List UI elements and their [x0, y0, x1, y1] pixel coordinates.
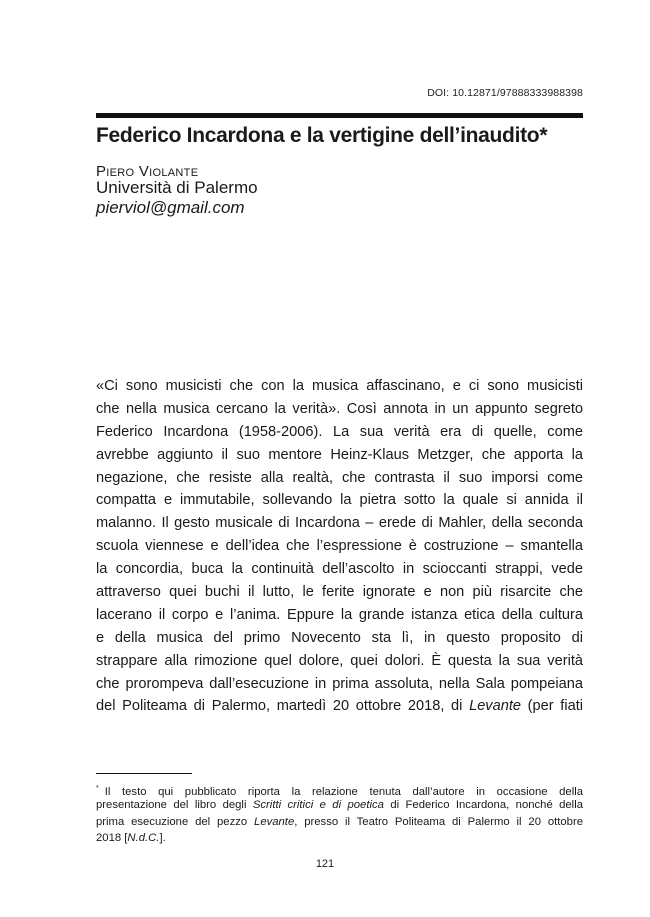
body-line: scuola viennese e dell’idea che l’espressione è costruzione – smantella — [96, 538, 583, 555]
body-line: avrebbe aggiunto il suo mentore Heinz-Klaus Metzger, che apporta la — [96, 446, 583, 463]
article-title: Federico Incardona e la vertigine dell’inaudito* — [96, 124, 548, 147]
body-line: lacerano il corpo e l’anima. Eppure la grande istanza etica della cultura — [96, 606, 583, 623]
footnote — [96, 781, 583, 847]
footnote-text-run: 2018 [ — [96, 832, 128, 845]
author-email: pierviol@gmail.com — [96, 198, 245, 217]
footnote-text-run: ]. — [159, 832, 166, 845]
body-line: e della musica del primo Novecento sta lì, in questo proposito di — [96, 629, 583, 646]
work-title-levante: Levante — [254, 815, 295, 828]
body-line: che prorompeva dall’esecuzione in prima assoluta, nella Sala pompeiana — [96, 675, 583, 692]
doi-label: DOI: 10.12871/97888333988398 — [427, 87, 583, 99]
book-title: Scritti critici e di poetica — [252, 799, 384, 812]
body-text-run: del Politeama di Palermo, martedì 20 ottobre 2018, di — [96, 698, 470, 715]
body-text — [96, 375, 583, 718]
footnote-line — [96, 814, 583, 830]
footnote-line — [96, 797, 583, 813]
body-line: la concordia, buca la continuità dell’ascolto in scioccanti strappi, vede — [96, 561, 583, 578]
work-title-levante: Levante — [469, 698, 522, 715]
author-name: Piero Violante — [96, 163, 199, 180]
title-rule — [96, 113, 583, 118]
footnote-marker: * — [96, 785, 99, 792]
footnote-text-run: prima esecuzione del pezzo — [96, 815, 255, 828]
author-affiliation: Università di Palermo — [96, 178, 258, 197]
footnote-text-run: presentazione del libro degli — [96, 799, 253, 812]
footnote-line — [96, 830, 583, 846]
footnote-line — [96, 781, 583, 797]
body-line: negazione, che resiste alla realtà, che contrasta il suo imporsi come — [96, 469, 583, 486]
footnote-text-run: Il testo qui pubblicato riporta la relazione tenuta dall’autore in occasione della — [104, 785, 583, 798]
body-line-last — [96, 695, 583, 718]
body-line: compatta e immutabile, sollevando la pietra sotto la quale si annida il — [96, 492, 583, 509]
body-line: strappare alla rimozione quel dolore, quei dolori. È questa la sua verità — [96, 652, 583, 669]
body-line: «Ci sono musicisti che con la musica affascinano, e ci sono musicisti — [96, 378, 583, 394]
body-line: malanno. Il gesto musicale di Incardona – erede di Mahler, della seconda — [96, 515, 583, 532]
body-line: Federico Incardona (1958-2006). La sua verità era di quelle, come — [96, 423, 583, 440]
body-text-run: (per fiati — [521, 698, 583, 715]
body-line: attraverso quei buchi il lutto, le ferite ignorate e non più risarcite che — [96, 584, 583, 601]
body-line: che nella musica cercano la verità». Così annota in un appunto segreto — [96, 400, 583, 417]
page-number: 121 — [315, 858, 335, 870]
footnote-text-run: , presso il Teatro Politeama di Palermo il 20 ottobre — [294, 815, 583, 828]
editor-note: N.d.C. — [127, 832, 160, 845]
footnote-rule — [96, 773, 192, 774]
footnote-text-run: di Federico Incardona, nonché della — [383, 799, 583, 812]
